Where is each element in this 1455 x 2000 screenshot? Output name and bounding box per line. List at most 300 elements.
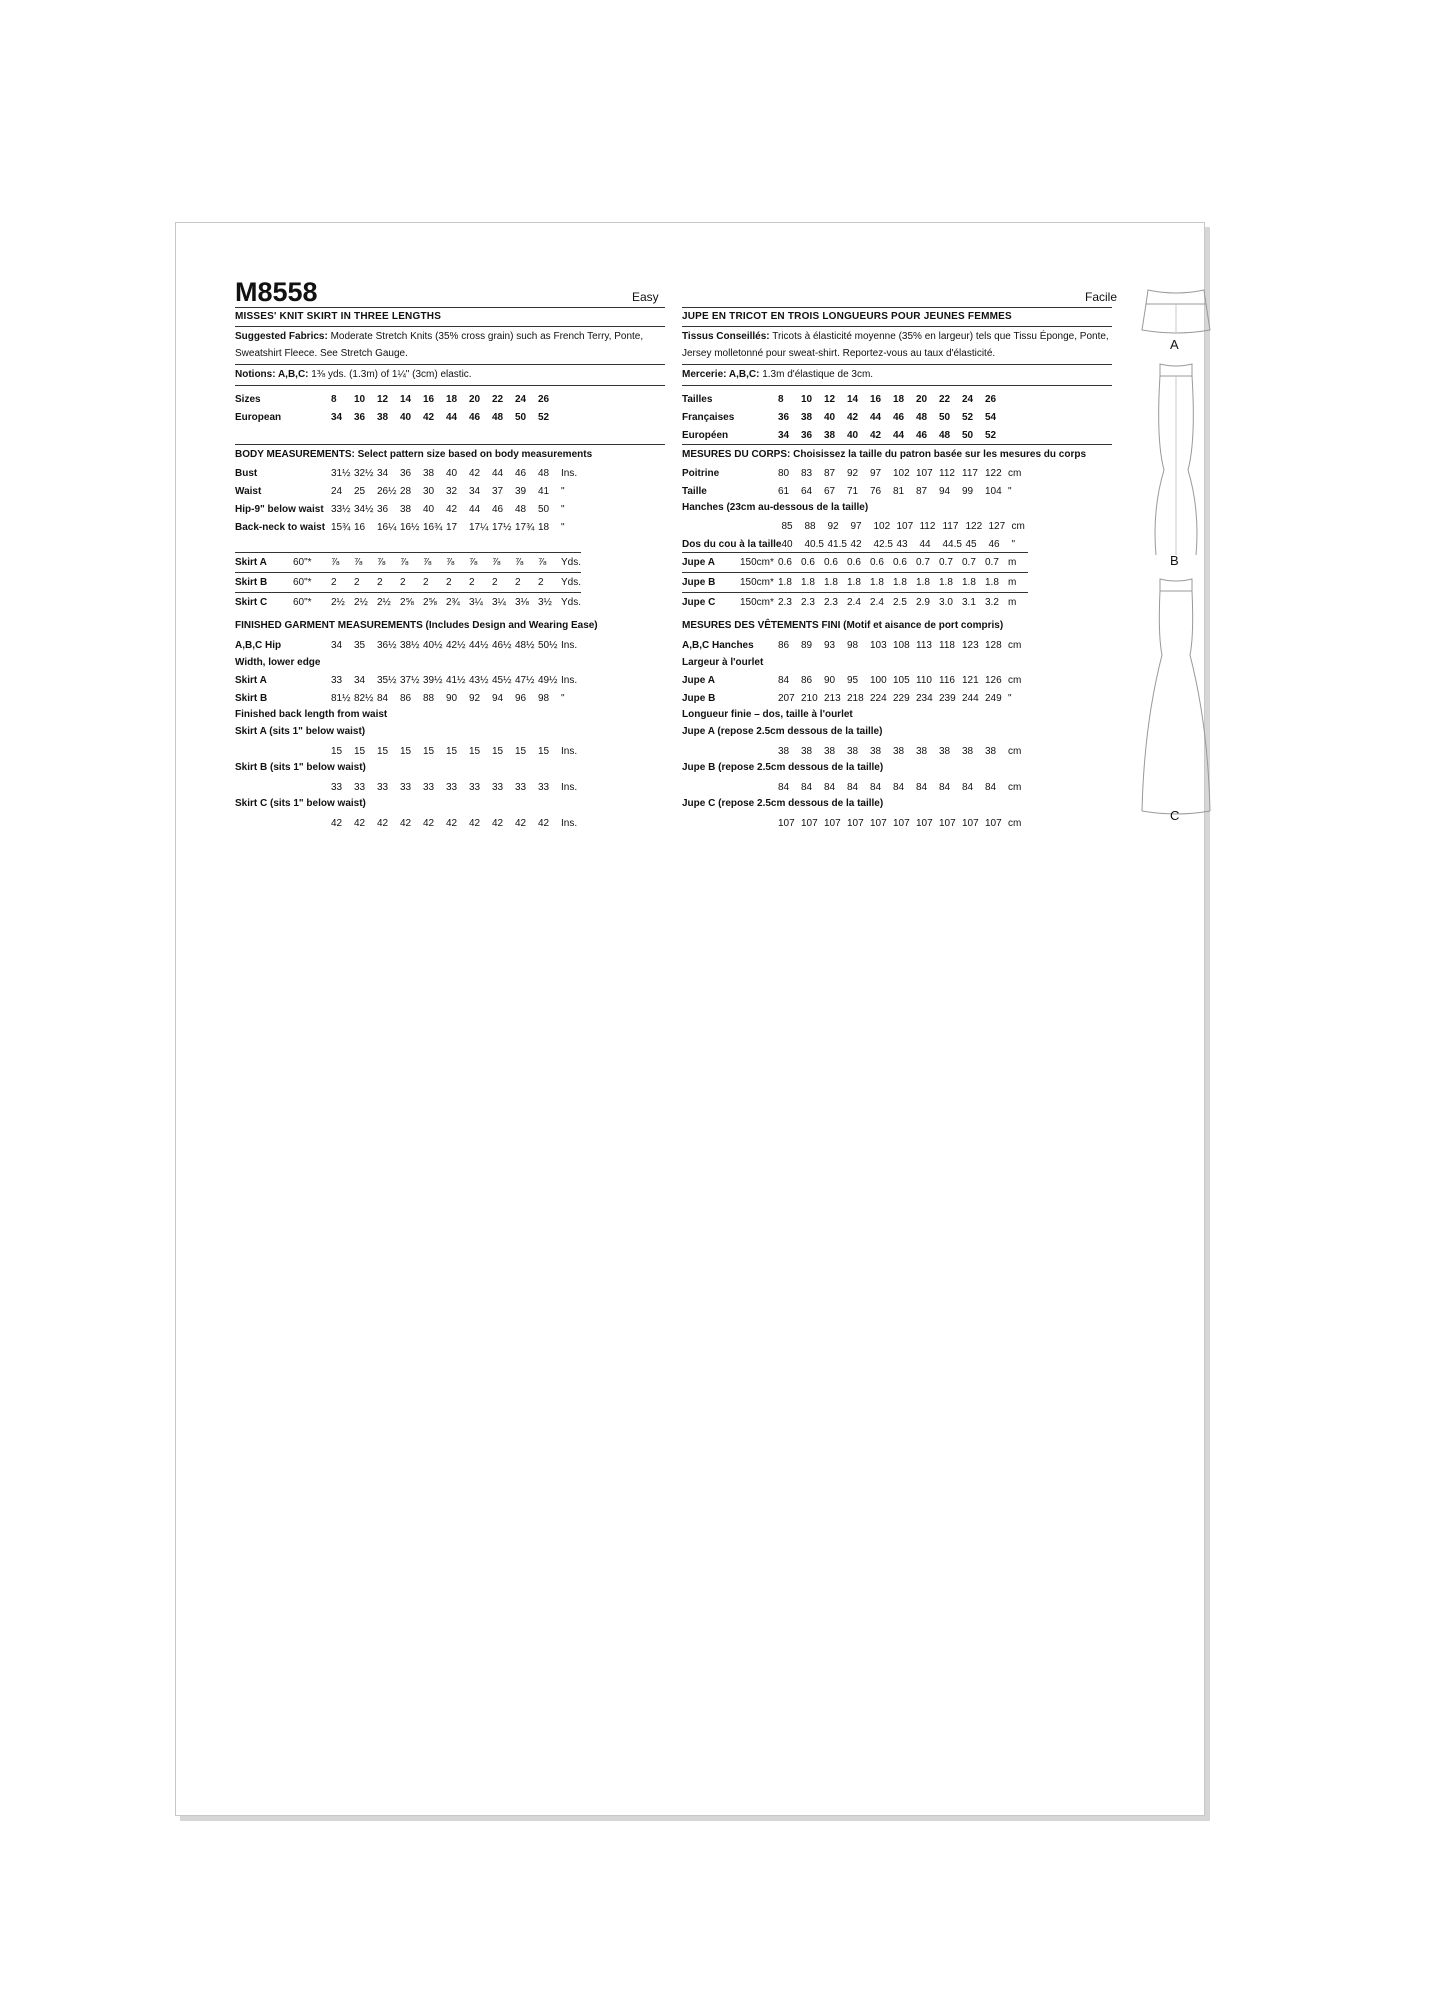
unit: Ins.: [561, 745, 578, 757]
table-row: [682, 464, 1028, 482]
size-value: 35½: [377, 674, 397, 686]
table-row: [682, 426, 1008, 444]
divider: [235, 444, 665, 445]
size-value: 42: [538, 817, 550, 829]
size-value: 16¼: [377, 521, 397, 533]
size-value: 107: [962, 817, 979, 829]
size-value: ⅞: [331, 557, 340, 568]
size-value: 102: [873, 520, 891, 532]
size-value: 33: [331, 674, 343, 686]
size-value: ⅞: [377, 557, 386, 568]
size-value: 84: [962, 781, 974, 793]
size-value: 2: [331, 577, 337, 588]
size-value: 107: [778, 817, 795, 829]
row-label: Européen: [682, 429, 729, 441]
table-row: [235, 408, 561, 426]
size-value: 15: [354, 745, 366, 757]
table-row: [235, 814, 581, 832]
size-value: 82½: [354, 692, 374, 704]
finished-measurements-title-fr: MESURES DES VÊTEMENTS FINI (Motif et aisance de port compris): [682, 620, 1004, 631]
size-value: 108: [893, 639, 910, 651]
size-value: 81½: [331, 692, 351, 704]
size-value: 39½: [423, 674, 443, 686]
size-value: 48: [515, 503, 527, 515]
size-value: 37: [492, 485, 504, 497]
size-value: 15¾: [331, 521, 351, 533]
size-value: 97: [870, 467, 882, 479]
size-value: 2.3: [801, 597, 815, 609]
size-value: 46: [893, 411, 905, 423]
size-value: 1.8: [778, 577, 792, 588]
fabric-width: 60"*: [293, 557, 312, 568]
size-value: 15: [492, 745, 504, 757]
size-value: 40.5: [804, 538, 824, 550]
size-value: 40: [824, 411, 836, 423]
size-value: 3½: [538, 597, 552, 609]
size-value: 64: [801, 485, 813, 497]
row-label: Dos du cou à la taille: [682, 538, 782, 550]
size-value: 2½: [377, 597, 391, 609]
length-values: [682, 742, 1028, 760]
size-value: 50½: [538, 639, 558, 651]
table-row: [235, 671, 581, 689]
size-value: 43: [896, 538, 908, 550]
row-label: A,B,C Hip: [235, 639, 282, 651]
size-value: 2: [400, 577, 406, 588]
size-value: 126: [985, 674, 1002, 686]
size-value: 38: [377, 411, 389, 423]
size-value: 33: [423, 781, 435, 793]
size-value: 41.5: [827, 538, 847, 550]
size-value: 88: [804, 520, 816, 532]
size-value: 38: [801, 745, 813, 757]
notions-fr: Mercerie: A,B,C: 1.3m d'élastique de 3cm.: [682, 369, 874, 380]
finished-measurements-title: FINISHED GARMENT MEASUREMENTS (Includes Design and Wearing Ease): [235, 620, 598, 631]
size-value: 84: [824, 781, 836, 793]
size-value: 33: [331, 781, 343, 793]
size-value: 0.7: [916, 557, 930, 568]
unit: m: [1008, 577, 1017, 588]
size-value: 84: [377, 692, 389, 704]
size-value: 3¼: [492, 597, 506, 609]
unit: m: [1008, 557, 1017, 568]
length-values: [235, 814, 581, 832]
view-label-b: B: [1170, 553, 1179, 568]
size-value: 42: [870, 429, 882, 441]
body-measurements-title-fr: MESURES DU CORPS: Choisissez la taille du patron basée sur les mesures du corps: [682, 449, 1087, 460]
size-value: 47½: [515, 674, 535, 686]
size-value: 1.8: [824, 577, 838, 588]
size-value: 46: [988, 538, 1000, 550]
hip-label-fr: Hanches (23cm au-dessous de la taille): [682, 502, 869, 513]
size-value: 107: [916, 467, 933, 479]
size-value: 50: [939, 411, 951, 423]
skirt-a-short-icon: [1140, 286, 1212, 342]
size-value: 61: [778, 485, 790, 497]
row-label: [235, 742, 331, 760]
size-value: 38: [847, 745, 859, 757]
size-value: 123: [962, 639, 979, 651]
pattern-title-fr: JUPE EN TRICOT EN TROIS LONGUEURS POUR JEUNES FEMMES: [682, 311, 1012, 322]
row-label: Tailles: [682, 393, 713, 405]
size-value: 99: [962, 485, 974, 497]
size-value: 33: [515, 781, 527, 793]
row-label: [235, 814, 331, 832]
size-value: 96: [515, 692, 527, 704]
size-value: 84: [939, 781, 951, 793]
size-value: 107: [985, 817, 1002, 829]
skirt-c-long-icon: [1140, 575, 1212, 815]
size-value: 86: [400, 692, 412, 704]
size-value: 84: [893, 781, 905, 793]
size-value: 48½: [515, 639, 535, 651]
row-label: Poitrine: [682, 467, 720, 479]
row-label: Sizes: [235, 393, 261, 405]
fabric-width: 60"*: [293, 577, 312, 588]
size-value: 85: [781, 520, 793, 532]
size-value: 0.7: [939, 557, 953, 568]
size-value: 46½: [492, 639, 512, 651]
size-value: 15: [446, 745, 458, 757]
size-value: 2.5: [893, 597, 907, 609]
size-value: 38: [893, 745, 905, 757]
size-value: 116: [939, 674, 955, 686]
length-row-label: Skirt A (sits 1" below waist): [235, 726, 366, 737]
size-value: 107: [801, 817, 818, 829]
unit: ": [1008, 692, 1012, 704]
table-row: [682, 535, 1031, 553]
size-value: 15: [515, 745, 527, 757]
size-value: 93: [824, 639, 836, 651]
size-value: 42: [331, 817, 343, 829]
size-value: 2¾: [446, 597, 460, 609]
size-value: 89: [801, 639, 813, 651]
length-values: [682, 814, 1028, 832]
table-row: [235, 500, 581, 518]
unit: cm: [1008, 745, 1022, 757]
size-value: 46: [916, 429, 928, 441]
size-value: 107: [939, 817, 956, 829]
size-value: 34: [331, 411, 343, 423]
size-value: 38: [423, 467, 435, 479]
table-row: [682, 593, 1028, 613]
table-row: [682, 814, 1028, 832]
row-label: Bust: [235, 467, 258, 479]
size-value: 34: [331, 639, 343, 651]
divider: [235, 326, 665, 327]
size-value: 26½: [377, 485, 397, 497]
size-value: 49½: [538, 674, 558, 686]
fabric-width: 150cm*: [740, 577, 774, 588]
size-value: 2.9: [916, 597, 930, 609]
size-value: 71: [847, 485, 859, 497]
size-value: 38½: [400, 639, 420, 651]
size-value: 14: [400, 393, 412, 405]
row-label: Skirt B: [235, 577, 268, 588]
size-value: 127: [988, 520, 1006, 532]
size-value: 112: [939, 467, 955, 479]
unit: cm: [1008, 639, 1022, 651]
row-label: [682, 778, 778, 796]
size-value: 42: [515, 817, 527, 829]
size-value: 2: [423, 577, 429, 588]
unit: cm: [1008, 467, 1022, 479]
row-label: Jupe B: [682, 577, 716, 588]
size-value: 1.8: [939, 577, 953, 588]
size-value: 107: [824, 817, 841, 829]
size-value: 40: [400, 411, 412, 423]
size-value: 2.3: [778, 597, 792, 609]
unit: Yds.: [561, 597, 582, 609]
size-value: 0.6: [893, 557, 907, 568]
row-label: Jupe A: [682, 557, 715, 568]
size-value: 32: [446, 485, 458, 497]
size-value: 36: [778, 411, 790, 423]
size-value: 52: [985, 429, 997, 441]
size-value: 67: [824, 485, 836, 497]
size-value: ⅞: [538, 557, 547, 568]
size-value: 44: [870, 411, 882, 423]
size-value: 2: [354, 577, 360, 588]
row-label: Skirt A: [235, 557, 267, 568]
size-value: 38: [801, 411, 813, 423]
table-row: [235, 553, 581, 573]
unit: cm: [1011, 520, 1025, 532]
size-value: 16: [423, 393, 435, 405]
row-label: [682, 517, 781, 535]
size-value: 42: [400, 817, 412, 829]
size-value: 42: [446, 503, 458, 515]
size-value: 22: [939, 393, 951, 405]
row-label: Back-neck to waist: [235, 521, 326, 533]
size-value: 118: [939, 639, 955, 651]
size-value: 50: [515, 411, 527, 423]
table-row: [235, 390, 561, 408]
unit: Ins.: [561, 639, 578, 651]
unit: ": [561, 521, 565, 533]
size-value: 86: [778, 639, 790, 651]
size-value: 40: [781, 538, 793, 550]
size-value: 81: [893, 485, 905, 497]
size-value: 33½: [331, 503, 351, 515]
size-value: 40: [423, 503, 435, 515]
size-value: 44: [919, 538, 931, 550]
size-value: 36: [354, 411, 366, 423]
size-value: 213: [824, 692, 841, 704]
size-value: 22: [492, 393, 504, 405]
length-row-label: Skirt C (sits 1" below waist): [235, 798, 366, 809]
size-value: ⅞: [515, 557, 524, 568]
back-length-label-fr: Longueur finie – dos, taille à l'ourlet: [682, 709, 853, 720]
length-row-label: Jupe C (repose 2.5cm dessous de la taille): [682, 798, 884, 809]
size-value: 110: [916, 674, 932, 686]
divider: [682, 307, 1112, 308]
size-value: 17: [446, 521, 458, 533]
size-value: 15: [423, 745, 435, 757]
size-value: 38: [962, 745, 974, 757]
unit: ": [1008, 485, 1012, 497]
size-value: 12: [824, 393, 836, 405]
body-measurements-title: BODY MEASUREMENTS: Select pattern size based on body measurements: [235, 449, 593, 460]
size-value: 2.3: [824, 597, 838, 609]
size-value: 92: [847, 467, 859, 479]
size-value: 35: [354, 639, 366, 651]
size-value: 122: [985, 467, 1002, 479]
size-value: 1.8: [847, 577, 861, 588]
size-value: 26: [985, 393, 997, 405]
divider: [682, 326, 1112, 327]
table-row: [235, 593, 581, 613]
table-row: [235, 573, 581, 593]
table-row: [235, 482, 581, 500]
table-row: [235, 742, 581, 760]
size-value: 38: [824, 429, 836, 441]
table-row: [682, 573, 1028, 593]
unit: ": [1011, 538, 1016, 550]
table-row: [235, 636, 581, 654]
size-value: 94: [939, 485, 951, 497]
size-value: 30: [423, 485, 435, 497]
size-value: 38: [939, 745, 951, 757]
size-value: 46: [469, 411, 481, 423]
row-label: Taille: [682, 485, 707, 497]
size-value: 86: [801, 674, 813, 686]
size-value: 42½: [446, 639, 466, 651]
size-value: 0.7: [962, 557, 976, 568]
size-value: 42: [423, 411, 435, 423]
divider: [235, 364, 665, 365]
size-value: 122: [965, 520, 983, 532]
row-label: Jupe C: [682, 597, 716, 609]
row-label: Jupe A: [682, 674, 715, 686]
size-value: 17¼: [469, 521, 489, 533]
size-value: 102: [893, 467, 910, 479]
size-value: 33: [469, 781, 481, 793]
size-value: 107: [870, 817, 887, 829]
finished-hip-table: [235, 636, 581, 654]
size-value: 17½: [492, 521, 512, 533]
size-value: 12: [377, 393, 389, 405]
suggested-fabrics-fr: Tissus Conseillés: Tricots à élasticité moyenne (35% en largeur) tels que Tissu Éponge, Ponte,: [682, 331, 1109, 342]
size-value: 40: [847, 429, 859, 441]
unit: cm: [1008, 674, 1022, 686]
size-value: 42: [423, 817, 435, 829]
unit: Ins.: [561, 674, 578, 686]
size-value: 25: [354, 485, 366, 497]
divider: [682, 364, 1112, 365]
size-value: 100: [870, 674, 887, 686]
size-value: 84: [985, 781, 997, 793]
size-value: 42: [377, 817, 389, 829]
view-label-c: C: [1170, 808, 1180, 823]
size-value: 17¾: [515, 521, 535, 533]
table-row: [682, 553, 1028, 573]
size-value: 34: [469, 485, 481, 497]
size-value: ⅞: [446, 557, 455, 568]
size-value: 33: [446, 781, 458, 793]
size-value: 2⅝: [423, 597, 437, 609]
unit: ": [561, 692, 565, 704]
size-value: 83: [801, 467, 813, 479]
size-value: 42: [847, 411, 859, 423]
size-value: 33: [377, 781, 389, 793]
length-values: [235, 778, 581, 796]
size-value: 36: [801, 429, 813, 441]
size-value: 38: [870, 745, 882, 757]
size-value: 2: [515, 577, 521, 588]
row-label: [235, 778, 331, 796]
size-value: 54: [985, 411, 997, 423]
size-value: 46: [492, 503, 504, 515]
size-value: 34: [778, 429, 790, 441]
table-row: [682, 671, 1028, 689]
size-value: 218: [847, 692, 864, 704]
size-value: 38: [824, 745, 836, 757]
size-value: 8: [331, 393, 337, 405]
divider: [682, 385, 1112, 386]
row-label: [682, 742, 778, 760]
size-value: 42: [850, 538, 862, 550]
size-value: 117: [942, 520, 959, 532]
size-value: 24: [515, 393, 527, 405]
size-value: 84: [847, 781, 859, 793]
size-value: 43½: [469, 674, 489, 686]
row-label: Skirt C: [235, 597, 268, 609]
size-value: 2.4: [847, 597, 861, 609]
size-value: 95: [847, 674, 859, 686]
size-value: 18: [893, 393, 905, 405]
width-table-fr: [682, 671, 1028, 707]
size-value: 107: [847, 817, 864, 829]
row-label: Skirt B: [235, 692, 268, 704]
size-value: 10: [801, 393, 813, 405]
size-value: ⅞: [469, 557, 478, 568]
size-value: 0.6: [778, 557, 792, 568]
size-value: 107: [896, 520, 914, 532]
sizes-table-fr: [682, 390, 1008, 444]
size-value: 38: [916, 745, 928, 757]
body-measurements-table-fr: [682, 464, 1028, 500]
pattern-number: M8558: [235, 277, 318, 307]
size-value: 44½: [469, 639, 489, 651]
unit: m: [1008, 597, 1017, 609]
size-value: 0.6: [870, 557, 884, 568]
size-value: 14: [847, 393, 859, 405]
table-row: [682, 482, 1028, 500]
size-value: 84: [870, 781, 882, 793]
unit: Yds.: [561, 557, 582, 568]
size-value: 48: [538, 467, 550, 479]
size-value: 0.6: [801, 557, 815, 568]
size-value: 48: [492, 411, 504, 423]
size-value: 0.7: [985, 557, 999, 568]
size-value: 104: [985, 485, 1002, 497]
fabric-width: 150cm*: [740, 557, 774, 568]
size-value: 1.8: [916, 577, 930, 588]
size-value: 0.6: [824, 557, 838, 568]
size-value: 38: [985, 745, 997, 757]
size-value: 1.8: [870, 577, 884, 588]
size-value: 113: [916, 639, 932, 651]
size-value: 98: [847, 639, 859, 651]
size-value: 107: [893, 817, 910, 829]
size-value: 34½: [354, 503, 374, 515]
size-value: 92: [827, 520, 839, 532]
length-row-label: Skirt B (sits 1" below waist): [235, 762, 366, 773]
notions: Notions: A,B,C: 1⅜ yds. (1.3m) of 1¼" (3cm) elastic.: [235, 369, 472, 380]
size-value: 52: [538, 411, 550, 423]
size-value: 0.6: [847, 557, 861, 568]
